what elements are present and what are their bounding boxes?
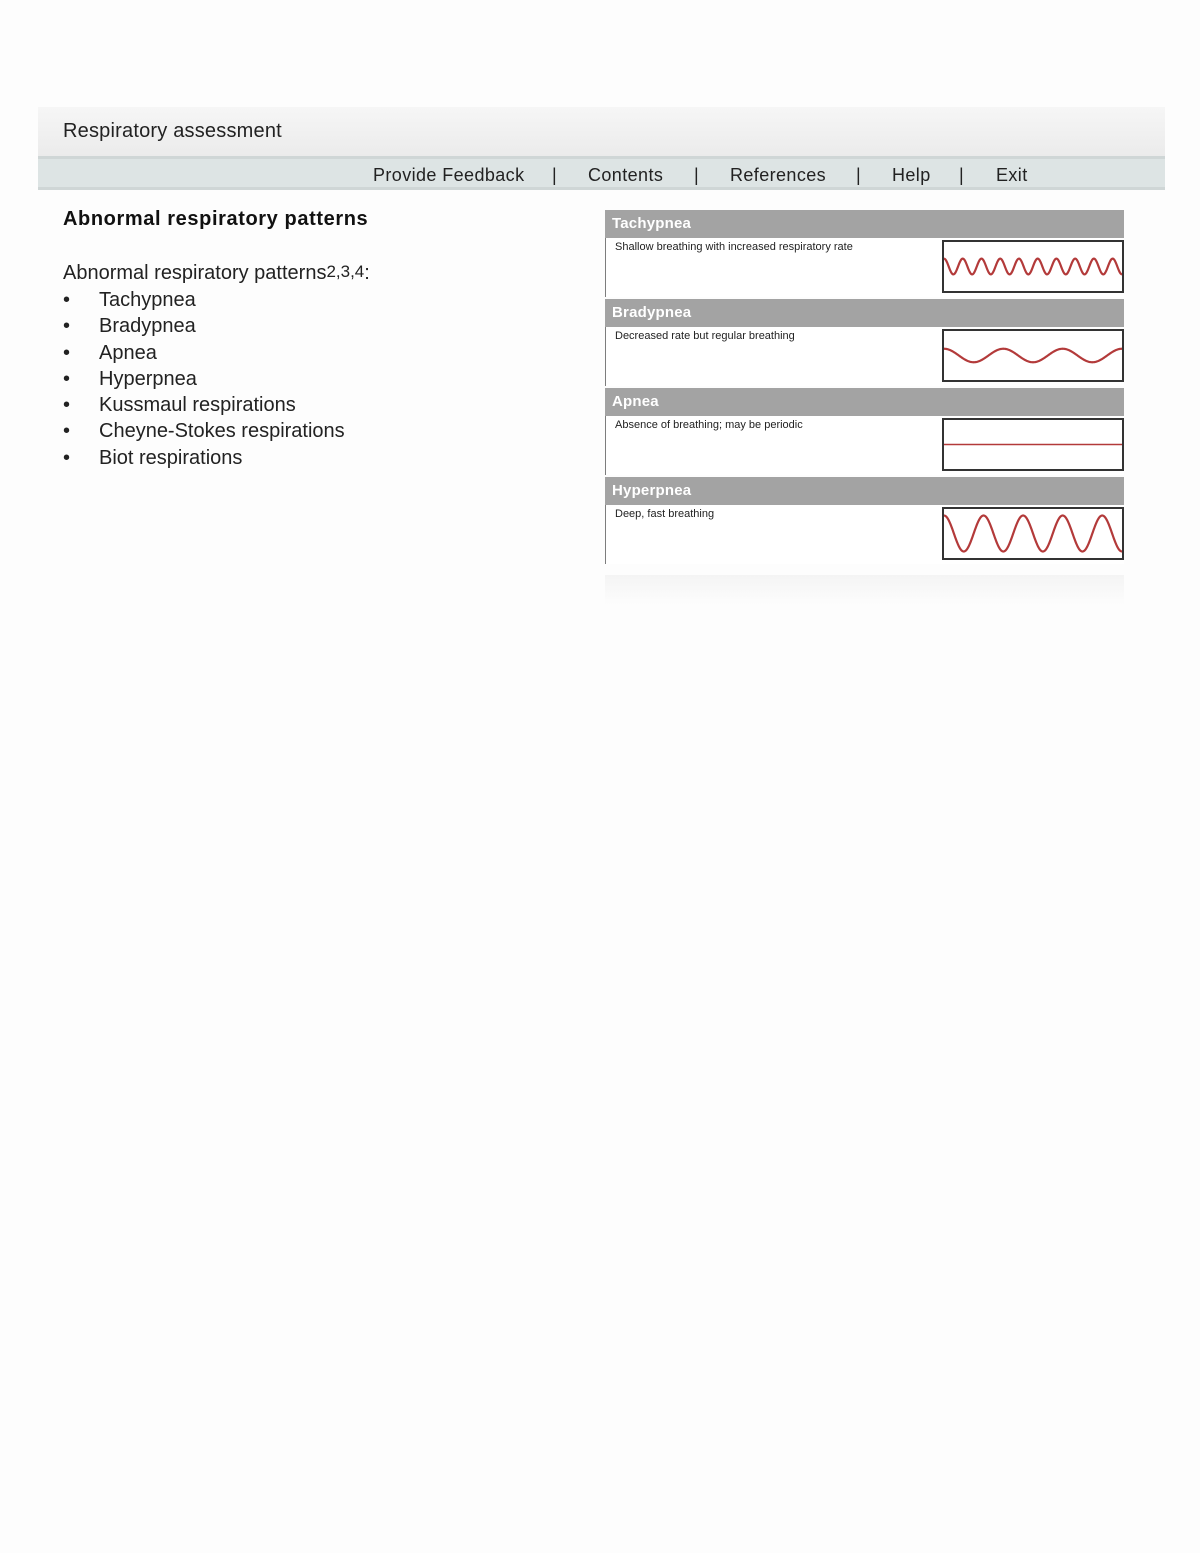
bullet-icon: • [63, 341, 71, 364]
bradypnea-waveform [944, 331, 1122, 380]
contents-link[interactable]: Contents [588, 165, 664, 185]
waveform-line [944, 516, 1122, 552]
list-item-text: Kussmaul respirations [99, 394, 296, 417]
panel-body [605, 416, 1124, 475]
panel-body [605, 327, 1124, 386]
waveform-line [944, 259, 1122, 275]
intro-text [63, 262, 370, 285]
waveform-box [942, 240, 1124, 293]
panel-header [605, 210, 1124, 238]
apnea-waveform [944, 420, 1122, 469]
tachypnea-panel [605, 210, 1124, 297]
waveform-box [942, 418, 1124, 471]
references-link[interactable]: References [730, 165, 827, 185]
panel-header [605, 388, 1124, 416]
bullet-icon: • [63, 394, 71, 417]
help-link[interactable]: Help [892, 165, 931, 185]
nav-separator: | [552, 165, 557, 185]
provide-feedback-link[interactable]: Provide Feedback [373, 165, 525, 185]
bullet-icon: • [63, 289, 71, 311]
panel-description: Absence of breathing; may be periodic [615, 419, 803, 431]
hyperpnea-waveform [944, 509, 1122, 558]
nav-bar [38, 156, 1165, 190]
nav-separator: | [856, 165, 861, 185]
bradypnea-panel [605, 299, 1124, 386]
apnea-panel [605, 388, 1124, 475]
title-bar [38, 107, 1165, 156]
panel-body [605, 238, 1124, 297]
panel-description: Deep, fast breathing [615, 508, 715, 520]
list-item-text: Bradypnea [99, 315, 196, 338]
waveform-box [942, 329, 1124, 382]
app-title: Respiratory assessment [63, 120, 282, 142]
nav-separator: | [959, 165, 964, 185]
list-item-text: Hyperpnea [99, 367, 197, 390]
bullet-icon: • [63, 446, 71, 469]
page-heading: Abnormal respiratory patterns [63, 208, 369, 230]
respiratory-patterns-figure [605, 210, 1124, 605]
panel-title: Apnea [612, 393, 659, 410]
intro-colon: : [364, 262, 370, 284]
panel-header [605, 477, 1124, 505]
waveform-box [942, 507, 1124, 560]
bullet-icon: • [63, 420, 71, 443]
list-item-text: Apnea [99, 341, 157, 364]
list-item-text: Tachypnea [99, 289, 196, 311]
panel-title: Tachypnea [612, 215, 692, 232]
panel-description: Decreased rate but regular breathing [615, 330, 795, 342]
waveform-line [944, 349, 1122, 363]
nav-separator: | [694, 165, 699, 185]
intro-label: Abnormal respiratory patterns [63, 262, 327, 284]
reference-superscript: 2,3,4 [326, 262, 365, 281]
figure-fade [605, 575, 1124, 605]
panel-title: Bradypnea [612, 304, 692, 321]
panel-header [605, 299, 1124, 327]
exit-link[interactable]: Exit [996, 165, 1028, 185]
bullet-icon: • [63, 315, 71, 338]
panel-description: Shallow breathing with increased respiratory rate [615, 241, 853, 253]
bullet-icon: • [63, 367, 71, 390]
tachypnea-waveform [944, 242, 1122, 291]
panel-title: Hyperpnea [612, 482, 692, 499]
list-item-text: Cheyne-Stokes respirations [99, 420, 345, 443]
list-item-text: Biot respirations [99, 446, 243, 469]
hyperpnea-panel [605, 477, 1124, 564]
panel-body [605, 505, 1124, 564]
